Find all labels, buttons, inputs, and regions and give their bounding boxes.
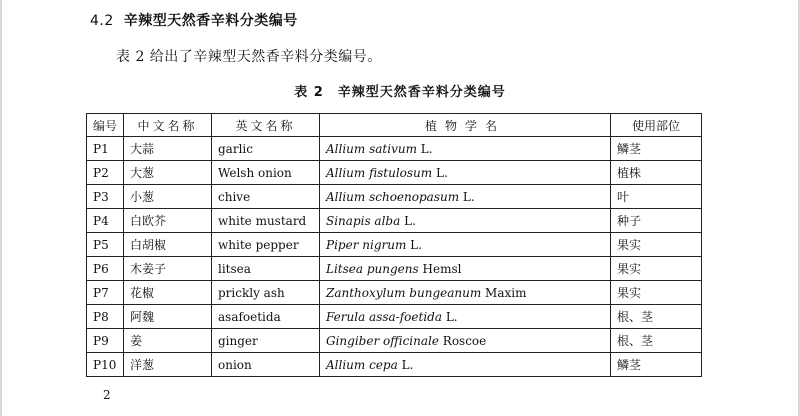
table-caption-number: 表 2: [294, 85, 324, 100]
species-name: Sinapis alba: [326, 213, 401, 228]
cell-code: P2: [87, 161, 124, 185]
species-author: L.: [445, 309, 458, 324]
section-title: 辛辣型天然香辛料分类编号: [123, 13, 298, 29]
cell-code: P4: [87, 209, 124, 233]
cell-chinese-name: 姜: [124, 329, 212, 353]
cell-english-name: white pepper: [212, 233, 320, 257]
intro-paragraph: 表 2 给出了辛辣型天然香辛料分类编号。: [116, 49, 382, 65]
cell-chinese-name: 花椒: [124, 281, 212, 305]
table-row: [87, 353, 702, 377]
table-row: [87, 257, 702, 281]
cell-part-used: 根、茎: [611, 329, 702, 353]
cell-botanical-name: [320, 305, 611, 329]
species-name: Zanthoxylum bungeanum: [326, 285, 482, 300]
species-author: L.: [420, 141, 433, 156]
cell-part-used: 鳞茎: [611, 353, 702, 377]
table-row: [87, 305, 702, 329]
cell-botanical-name: [320, 353, 611, 377]
table-row: [87, 185, 702, 209]
cell-english-name: onion: [212, 353, 320, 377]
cell-code: P7: [87, 281, 124, 305]
cell-code: P1: [87, 137, 124, 161]
species-author: L.: [410, 237, 422, 252]
species-name: Ferula assa-foetida: [326, 309, 442, 324]
cell-part-used: 果实: [611, 233, 702, 257]
cell-code: P8: [87, 305, 124, 329]
cell-part-used: 种子: [611, 209, 702, 233]
cell-code: P9: [87, 329, 124, 353]
cell-part-used: 果实: [611, 281, 702, 305]
spice-classification-table: [86, 113, 702, 377]
species-author: Roscoe: [442, 333, 487, 348]
species-name: Litsea pungens: [326, 261, 419, 276]
header-part-used: 使用部位: [611, 114, 702, 137]
page-number: 2: [103, 388, 111, 402]
cell-english-name: white mustard: [212, 209, 320, 233]
cell-code: P6: [87, 257, 124, 281]
cell-chinese-name: 木姜子: [124, 257, 212, 281]
species-author: L.: [435, 165, 448, 180]
species-author: Maxim: [485, 285, 527, 300]
cell-part-used: 根、茎: [611, 305, 702, 329]
species-author: L.: [462, 189, 475, 204]
cell-chinese-name: 小葱: [124, 185, 212, 209]
cell-chinese-name: 白欧芥: [124, 209, 212, 233]
species-name: Gingiber officinale: [326, 333, 439, 348]
cell-botanical-name: [320, 161, 611, 185]
cell-code: P3: [87, 185, 124, 209]
cell-botanical-name: [320, 209, 611, 233]
cell-english-name: ginger: [212, 329, 320, 353]
species-author: Hemsl: [422, 261, 462, 276]
cell-botanical-name: [320, 185, 611, 209]
cell-botanical-name: [320, 329, 611, 353]
header-botanical-name: 植物学名: [320, 114, 611, 137]
cell-chinese-name: 大葱: [124, 161, 212, 185]
cell-botanical-name: [320, 233, 611, 257]
cell-part-used: 鳞茎: [611, 137, 702, 161]
cell-part-used: 叶: [611, 185, 702, 209]
species-name: Allium sativum: [326, 141, 417, 156]
cell-english-name: litsea: [212, 257, 320, 281]
table-caption-title: 辛辣型天然香辛料分类编号: [337, 85, 506, 100]
species-name: Allium cepa: [326, 357, 398, 372]
species-name: Allium schoenopasum: [326, 189, 460, 204]
cell-chinese-name: 洋葱: [124, 353, 212, 377]
cell-english-name: asafoetida: [212, 305, 320, 329]
species-name: Piper nigrum: [326, 237, 407, 252]
table-row: [87, 161, 702, 185]
table-header-row: [87, 114, 702, 137]
cell-english-name: prickly ash: [212, 281, 320, 305]
cell-chinese-name: 阿魏: [124, 305, 212, 329]
table-row: [87, 329, 702, 353]
section-number: 4.2: [90, 13, 114, 29]
section-heading: [90, 10, 298, 30]
species-author: L.: [401, 357, 414, 372]
cell-part-used: 果实: [611, 257, 702, 281]
header-chinese-name: 中文名称: [124, 114, 212, 137]
table-caption: [0, 81, 800, 100]
table-row: [87, 233, 702, 257]
cell-chinese-name: 大蒜: [124, 137, 212, 161]
cell-code: P5: [87, 233, 124, 257]
species-author: L.: [404, 213, 416, 228]
cell-english-name: Welsh onion: [212, 161, 320, 185]
table-row: [87, 209, 702, 233]
page-edge-left: [0, 0, 2, 416]
cell-code: P10: [87, 353, 124, 377]
header-english-name: 英文名称: [212, 114, 320, 137]
cell-english-name: garlic: [212, 137, 320, 161]
cell-english-name: chive: [212, 185, 320, 209]
cell-chinese-name: 白胡椒: [124, 233, 212, 257]
header-code: 编号: [87, 114, 124, 137]
species-name: Allium fistulosum: [326, 165, 433, 180]
table-row: [87, 281, 702, 305]
cell-botanical-name: [320, 137, 611, 161]
table-row: [87, 137, 702, 161]
cell-botanical-name: [320, 257, 611, 281]
cell-part-used: 植株: [611, 161, 702, 185]
cell-botanical-name: [320, 281, 611, 305]
